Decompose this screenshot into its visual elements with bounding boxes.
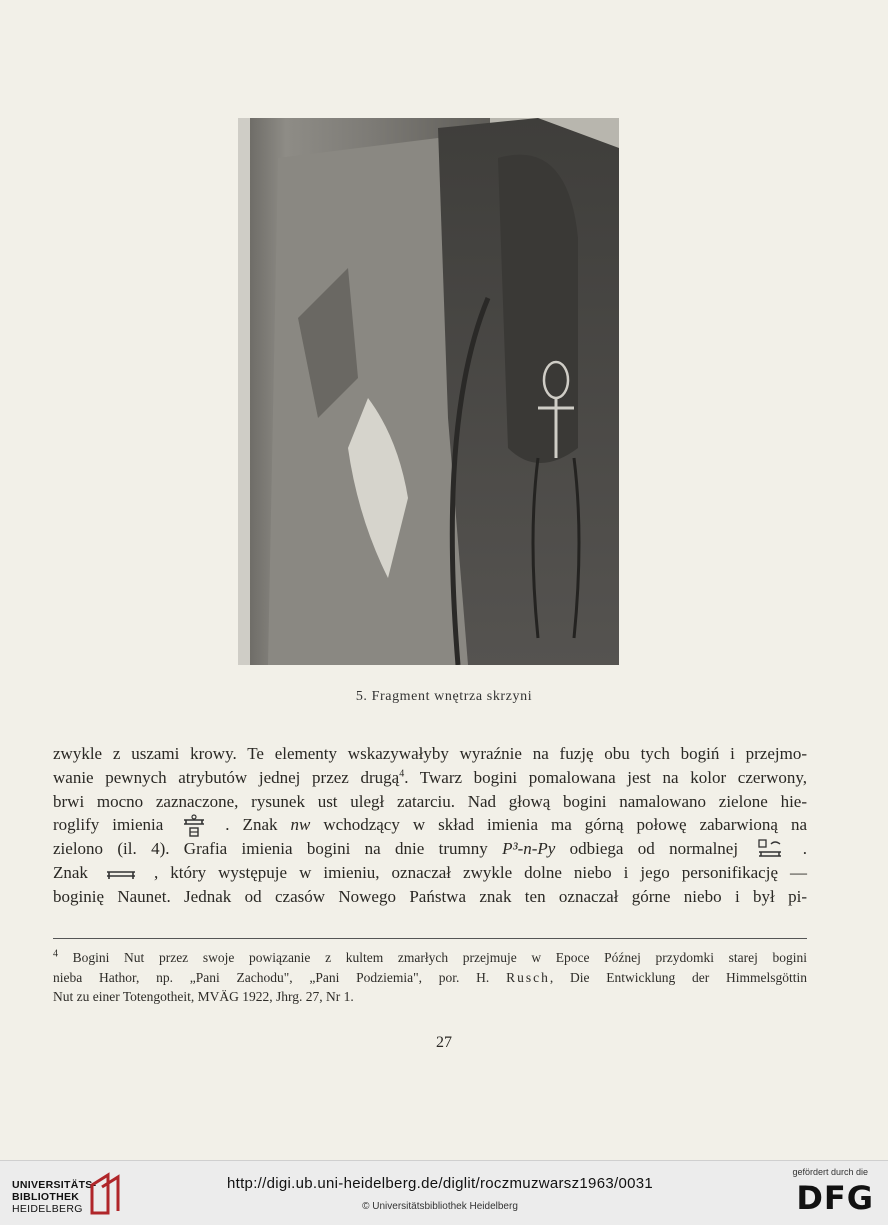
body-text-span: wanie pewnych atrybutów jednej przez drugą [53, 767, 400, 787]
body-line-2 [53, 766, 807, 790]
photo-caption: 5. Fragment wnętrza skrzyni [355, 689, 533, 704]
body-text-span: . Twarz bogini pomalowana jest na kolor czerwony, [404, 767, 808, 787]
library-name-line-2: BIBLIOTHEK [12, 1191, 80, 1203]
footnote-line-3: Nut zu einer Totengotheit, MVÄG 1922, Jhrg. 27, Nr 1. [53, 989, 354, 1004]
footnote-author: Rusch [506, 969, 550, 985]
footnote-number: 4 [53, 948, 58, 960]
body-line-6 [53, 861, 807, 885]
transliteration-nw: nw [290, 815, 311, 835]
hieroglyph-normal-name-icon [756, 838, 784, 862]
body-line-4 [53, 813, 807, 837]
footnote-line-2 [53, 968, 807, 988]
library-name-line-1: UNIVERSITÄTS- [12, 1179, 97, 1191]
hieroglyph-sky-sign-icon [104, 864, 138, 884]
body-line-5 [53, 837, 807, 861]
document-url-link[interactable]: http://digi.ub.uni-heidelberg.de/diglit/roczmuzwarsz1963/0031 [226, 1175, 654, 1192]
footnote-text: Bogini Nut przez swoje powiązanie z kultem zmarłych przejmuje w Epoce Późnej przydomki starej bogini [72, 950, 808, 965]
page-number: 27 [436, 1034, 452, 1051]
body-line-7: boginię Naunet. Jednak od czasów Nowego Państwa znak ten oznaczał górne niebo i był pi- [53, 886, 807, 906]
viewer-footer [0, 1160, 888, 1225]
dfg-logo[interactable]: DFG [796, 1179, 874, 1217]
library-logo-icon [88, 1169, 122, 1217]
copyright-notice: © Universitätsbibliothek Heidelberg [362, 1201, 518, 1212]
transliteration-pnpy: P³-n-Py [502, 839, 556, 859]
library-name-line-3: HEIDELBERG [12, 1203, 83, 1215]
footnote-reference[interactable]: 4 [399, 768, 405, 780]
body-text-span: wchodzący w skład imienia ma górną połowę zabarwioną na [310, 815, 807, 835]
body-text-span: . [802, 839, 808, 859]
body-line-3: brwi mocno zaznaczone, rysunek ust uległ zatarciu. Nad głową bogini namalowano zielone hie- [53, 791, 807, 811]
body-text-span: . Znak [225, 815, 291, 835]
body-text-span: roglify imienia [53, 815, 164, 835]
footnote-text: nieba Hathor, np. „Pani Zachodu", „Pani Podziemia", por. H. [53, 969, 507, 985]
body-text [53, 742, 807, 909]
footnote-line-1 [53, 948, 807, 968]
photo-image [238, 118, 619, 665]
funder-label: gefördert durch die [792, 1167, 868, 1177]
footnote-text: , Die Entwicklung der Himmelsgöttin [549, 969, 807, 985]
body-text-span: odbiega od normalnej [555, 839, 739, 859]
body-line-1: zwykle z uszami krowy. Te elementy wskazywałyby wyraźnie na fuzję obu tych bogiń i przejmo- [53, 744, 807, 763]
body-text-span: zielono (il. 4). Grafia imienia bogini na dnie trumny [53, 839, 503, 859]
body-text-span: Znak [53, 862, 88, 882]
hieroglyph-nut-name-icon [180, 814, 208, 838]
footnote-divider [53, 938, 807, 939]
library-name [12, 1179, 96, 1215]
body-text-span: , który występuje w imieniu, oznaczał zwykle dolne niebo i jego personifikację — [153, 862, 808, 882]
footnote [53, 948, 807, 1007]
photograph-coffin-fragment [238, 118, 619, 665]
